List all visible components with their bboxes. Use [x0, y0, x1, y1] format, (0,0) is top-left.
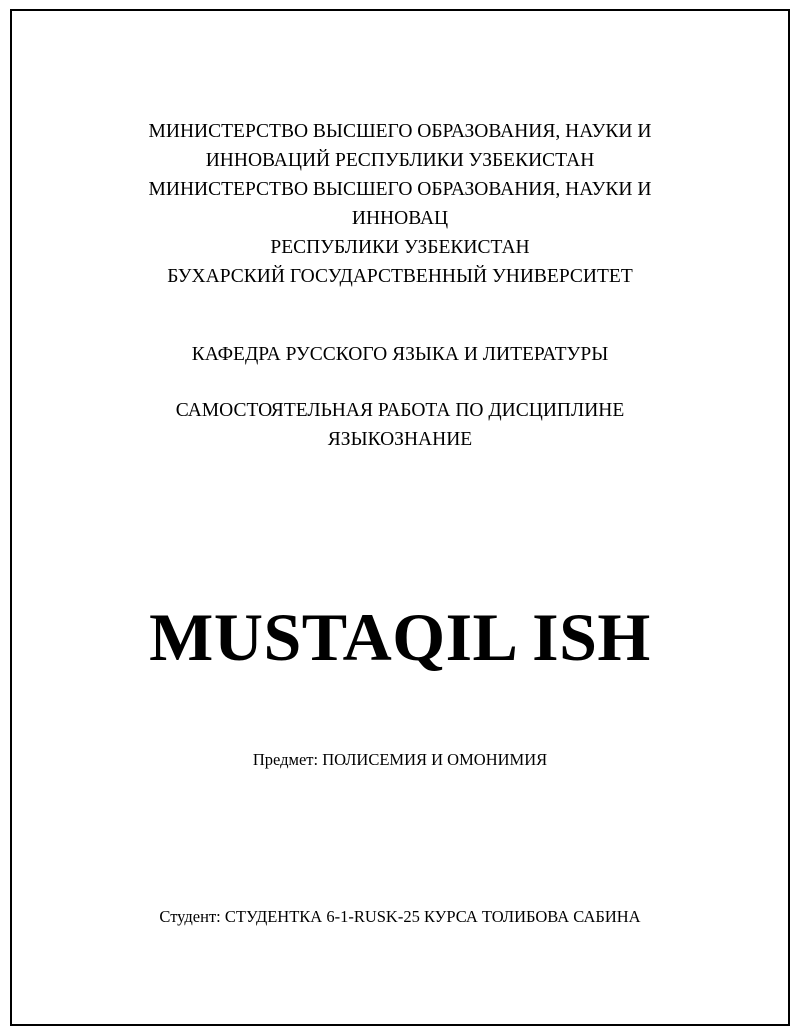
document-title: MUSTAQIL ISH — [149, 599, 651, 675]
department-name: КАФЕДРА РУССКОГО ЯЗЫКА И ЛИТЕРАТУРЫ — [191, 344, 609, 365]
header-line: ИННОВАЦ — [351, 208, 449, 229]
subject-line: Предмет: ПОЛИСЕМИЯ И ОМОНИМИЯ — [252, 750, 548, 769]
work-type — [0, 396, 800, 454]
header-line: МИНИСТЕРСТВО ВЫСШЕГО ОБРАЗОВАНИЯ, НАУКИ И — [148, 121, 652, 142]
university-name: БУХАРСКИЙ ГОСУДАРСТВЕННЫЙ УНИВЕРСИТЕТ — [167, 266, 633, 287]
ministry-header — [0, 117, 800, 291]
header-line: МИНИСТЕРСТВО ВЫСШЕГО ОБРАЗОВАНИЯ, НАУКИ И — [148, 179, 652, 200]
work-type-line: САМОСТОЯТЕЛЬНАЯ РАБОТА ПО ДИСЦИПЛИНЕ — [175, 400, 625, 421]
header-line: РЕСПУБЛИКИ УЗБЕКИСТАН — [270, 237, 530, 258]
header-line: ИННОВАЦИЙ РЕСПУБЛИКИ УЗБЕКИСТАН — [205, 150, 595, 171]
discipline-name: ЯЗЫКОЗНАНИЕ — [327, 429, 473, 450]
student-line: Студент: СТУДЕНТКА 6-1-RUSK-25 КУРСА ТОЛИБОВА САБИНА — [159, 907, 641, 926]
